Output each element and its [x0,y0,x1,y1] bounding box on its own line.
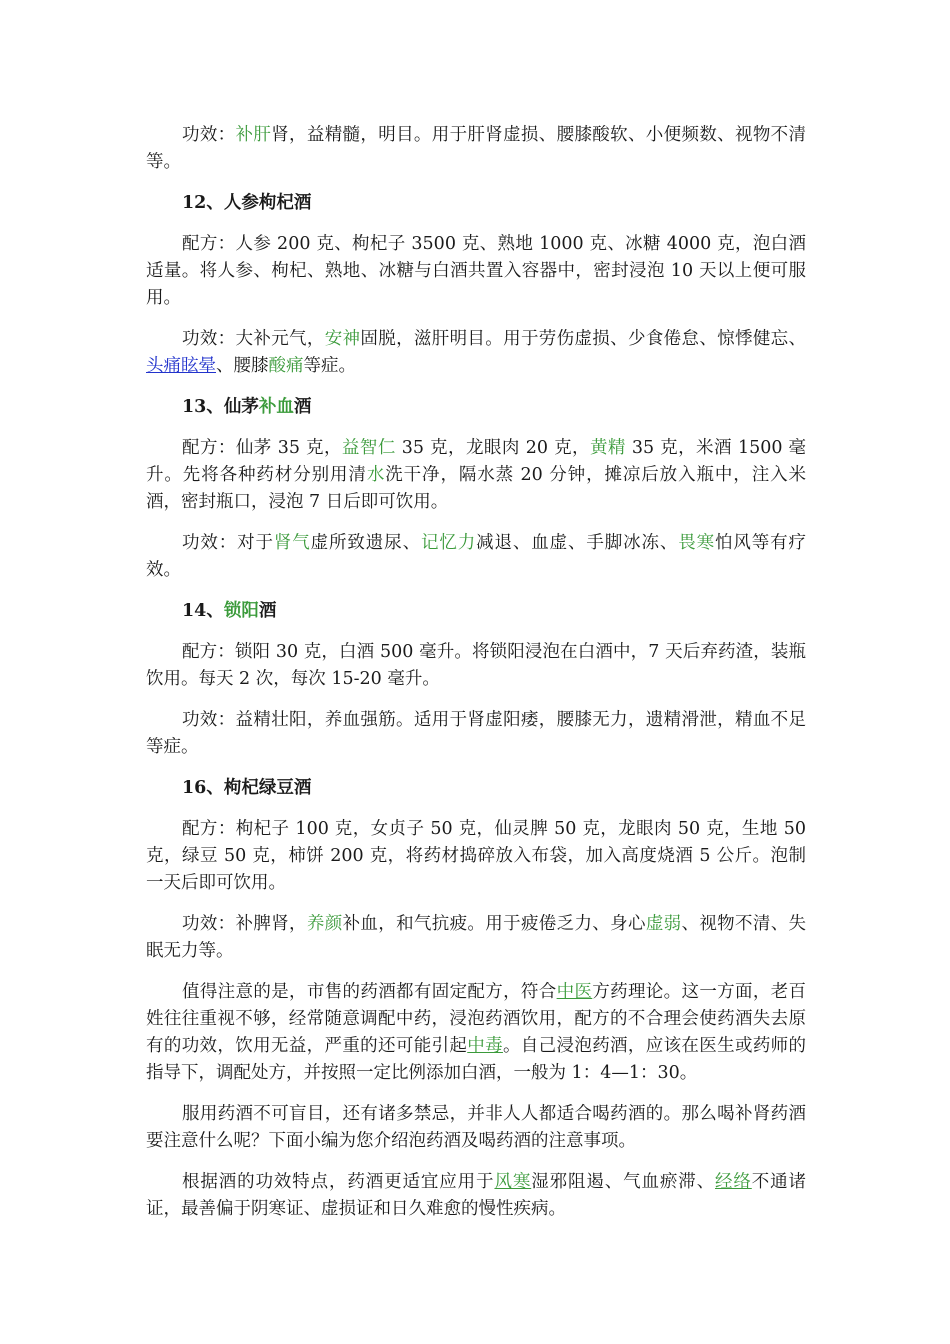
heading-13: 13、仙茅补血酒 [182,397,312,417]
keyword-anshen[interactable]: 安神 [324,329,361,349]
link-zhongyi[interactable]: 中医 [556,982,593,1002]
paragraph-efficacy-13: 功效：对于肾气虚所致遗尿、记忆力减退、血虚、手脚冰冻、畏寒怕风等有疗效。 [146,533,807,580]
paragraph-caution: 服用药酒不可盲目，还有诸多禁忌，并非人人都适合喝药酒的。那么喝补肾药酒要注意什么呢？下面小编为您介绍泡药酒及喝药酒的注意事项。 [146,1104,806,1151]
link-zhongdu[interactable]: 中毒 [467,1036,503,1056]
paragraph-recipe-16: 配方：枸杞子 100 克，女贞子 50 克，仙灵脾 50 克，龙眼肉 50 克，生地 50 克，绿豆 50 克，柿饼 200 克，将药材捣碎放入布袋，加入高度烧酒 5 公斤。泡制一天后即可饮用。 [146,819,806,893]
keyword-buxue[interactable]: 补血 [258,397,294,417]
paragraph-recipe-14: 配方：锁阳 30 克，白酒 500 毫升。将锁阳浸泡在白酒中，7 天后弃药渣，装瓶饮用。每天 2 次，每次 15-20 毫升。 [146,642,806,689]
paragraph-efficacy-12: 功效：大补元气，安神固脱，滋肝明目。用于劳伤虚损、少食倦怠、惊悸健忘、头痛眩晕、腰膝酸痛等症。 [146,329,807,376]
link-toutong-xuanyun[interactable]: 头痛眩晕 [146,356,216,376]
keyword-suantong[interactable]: 酸痛 [268,356,304,376]
paragraph-notice: 值得注意的是，市售的药酒都有固定配方，符合中医方药理论。这一方面，老百姓往往重视不够，经常随意调配中药，浸泡药酒饮用，配方的不合理会使药酒失去原有的功效，饮用无益，严重的还可能引起中毒。自己浸泡药酒，应该在医生或药师的指导下，调配处方，并按照一定比例添加白酒，一般为 1：4—1：30。 [146,982,807,1083]
keyword-xuruo[interactable]: 虚弱 [645,914,682,934]
keyword-suoyang[interactable]: 锁阳 [223,601,259,621]
document-page [146,122,806,1237]
paragraph-efficacy-16: 功效：补脾肾，养颜补血，和气抗疲。用于疲倦乏力、身心虚弱、视物不清、失眠无力等。 [146,914,807,961]
heading-16: 16、枸杞绿豆酒 [182,778,312,798]
paragraph-recipe-13: 配方：仙茅 35 克，益智仁 35 克，龙眼肉 20 克，黄精 35 克，米酒 1500 毫升。先将各种药材分别用清水洗干净，隔水蒸 20 分钟，摊凉后放入瓶中，注入米酒，密封瓶口，浸泡 7 日后即可饮用。 [146,438,807,512]
heading-14: 14、锁阳酒 [182,601,277,621]
keyword-weihan[interactable]: 畏寒 [678,533,716,553]
keyword-shenqi[interactable]: 肾气 [273,533,311,553]
keyword-bugan[interactable]: 补肝 [235,125,272,145]
keyword-huangjing[interactable]: 黄精 [589,438,626,458]
keyword-jiyili[interactable]: 记忆力 [420,533,477,553]
paragraph-indications: 根据酒的功效特点，药酒更适宜应用于风寒湿邪阻遏、气血瘀滞、经络不通诸证，最善偏于阴寒证、虚损证和日久难愈的慢性疾病。 [146,1172,807,1219]
link-fenghan[interactable]: 风寒 [494,1172,532,1192]
paragraph-efficacy-14: 功效：益精壮阳，养血强筋。适用于肾虚阳痿，腰膝无力，遗精滑泄，精血不足等症。 [146,710,806,757]
paragraph-recipe-12: 配方：人参 200 克、枸杞子 3500 克、熟地 1000 克、冰糖 4000 克，泡白酒适量。将人参、枸杞、熟地、冰糖与白酒共置入容器中，密封浸泡 10 天以上便可服用。 [146,234,806,308]
paragraph-efficacy-11: 功效：补肝肾，益精髓，明目。用于肝肾虚损、腰膝酸软、小便频数、视物不清等。 [146,125,807,172]
link-jingluo[interactable]: 经络 [715,1172,752,1192]
keyword-yizhiren[interactable]: 益智仁 [341,438,396,458]
keyword-yangyan[interactable]: 养颜 [306,914,343,934]
heading-12: 12、人参枸杞酒 [182,193,312,213]
keyword-shui[interactable]: 水 [366,465,386,485]
